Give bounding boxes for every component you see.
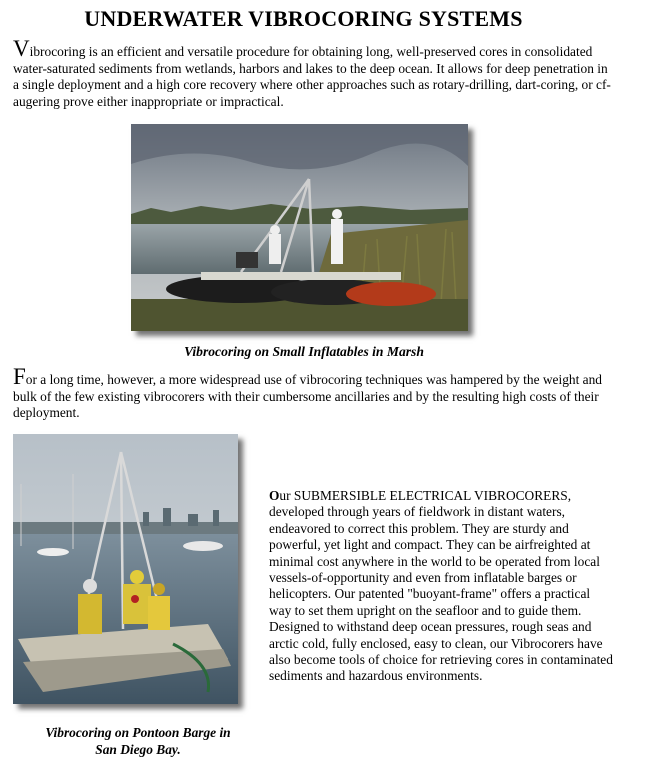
vibrocorers-paragraph (269, 488, 614, 685)
marsh-photo (131, 124, 468, 331)
marsh-photo-illustration (131, 124, 468, 331)
vibrocorers-text: ur SUBMERSIBLE ELECTRICAL VIBROCORERS, developed through years of fieldwork in distant waters, endeavored to correct this problem. They are sturdy and powerful, yet light and compact. They can be airfreighted at minimal cost anywhere in the world to be operated from local vessels-of-opportunity and even from inflatable barges or helicopters. Our patented "buoyant-frame" offers a practical way to set them upright on the seafloor and to guide them. Designed to withstand deep ocean pressures, rough seas and arctic cold, fully enclosed, easy to clean, our Vibrocorers have also become tools of choice for retrieving cores in contaminated sediments and hazardous environments. (269, 488, 613, 684)
barge-photo-illustration (13, 434, 238, 704)
intro-text: ibrocoring is an efficient and versatile procedure for obtaining long, well-preserved cores in consolidated water-saturated sediments from wetlands, harbors and lakes to the deep ocean. It allows for deep penetration in a single deployment and a high core recovery where other approaches such as rotary-drilling, dart-coring, or cf-augering prove either inappropriate or impractical. (13, 44, 611, 109)
barge-caption-line2: San Diego Bay. (95, 742, 181, 757)
barge-caption-line1: Vibrocoring on Pontoon Barge in (45, 725, 231, 740)
intro-paragraph (13, 36, 613, 110)
page-title: UNDERWATER VIBROCORING SYSTEMS (84, 6, 523, 31)
barge-photo (13, 434, 238, 704)
vibrocorers-lead-letter: O (269, 488, 280, 503)
second-text: or a long time, however, a more widespread use of vibrocoring techniques was hampered by the weight and bulk of the few existing vibrocorers with their cumbersome ancillaries and by the resulting high costs of their deployment. (13, 372, 602, 421)
second-paragraph (13, 364, 613, 422)
barge-photo-caption (13, 724, 263, 758)
second-dropcap: F (13, 364, 26, 389)
intro-dropcap: V (13, 36, 30, 61)
marsh-photo-caption: Vibrocoring on Small Inflatables in Marsh (184, 344, 424, 359)
